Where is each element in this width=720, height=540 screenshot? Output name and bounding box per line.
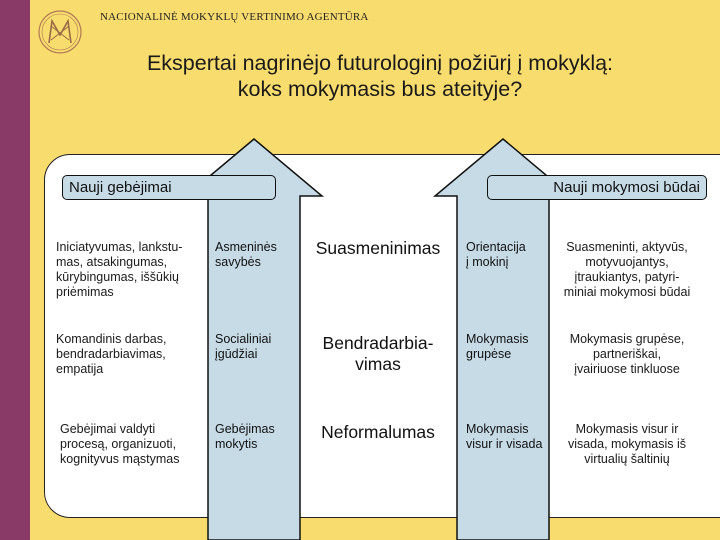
row1-description: Suasmeninti, aktyvūs, motyvuojantys, įtraukiantys, patyri- miniai mokymosi būdai [563, 240, 691, 299]
row3-skill: Gebėjimas mokytis [215, 422, 275, 451]
row2-orientation: Mokymasis grupėse [466, 332, 529, 361]
row2-skill: Socialiniai įgūdžiai [215, 332, 272, 361]
row2-description: Mokymasis grupėse, partneriškai, įvairiuose tinkluose [569, 332, 685, 376]
row3-concept: Neformalumas [321, 422, 435, 442]
row2-abilities: Komandinis darbas, bendradarbiavimas, empatija [56, 332, 167, 376]
title-line-1: Ekspertai nagrinėjo futurologinį požiūrį į mokyklą: [146, 51, 614, 75]
row1-skill: Asmeninės savybės [215, 240, 277, 269]
row1-orientation: Orientacija į mokinį [466, 240, 526, 269]
row1-concept: Suasmeninimas [315, 238, 441, 258]
new-learning-ways-label: Nauji mokymosi būdai [487, 175, 707, 200]
row3-abilities: Gebėjimai valdyti procesą, organizuoti, kognityvus mąstymas [60, 422, 180, 466]
row1-abilities: Iniciatyvumas, lankstu- mas, atsakingumas, kūrybingumas, iššūkių priėmimas [56, 240, 183, 299]
row3-orientation: Mokymasis visur ir visada [466, 422, 543, 451]
row2-concept: Bendradarbia- vimas [322, 333, 434, 374]
title-line-2: koks mokymasis bus ateityje? [237, 77, 523, 101]
row3-description: Mokymasis visur ir visada, mokymasis iš virtualių šaltinių [567, 422, 687, 466]
agency-name: NACIONALINĖ MOKYKLŲ VERTINIMO AGENTŪRA [100, 11, 369, 23]
new-abilities-label: Nauji gebėjimai [62, 175, 276, 200]
